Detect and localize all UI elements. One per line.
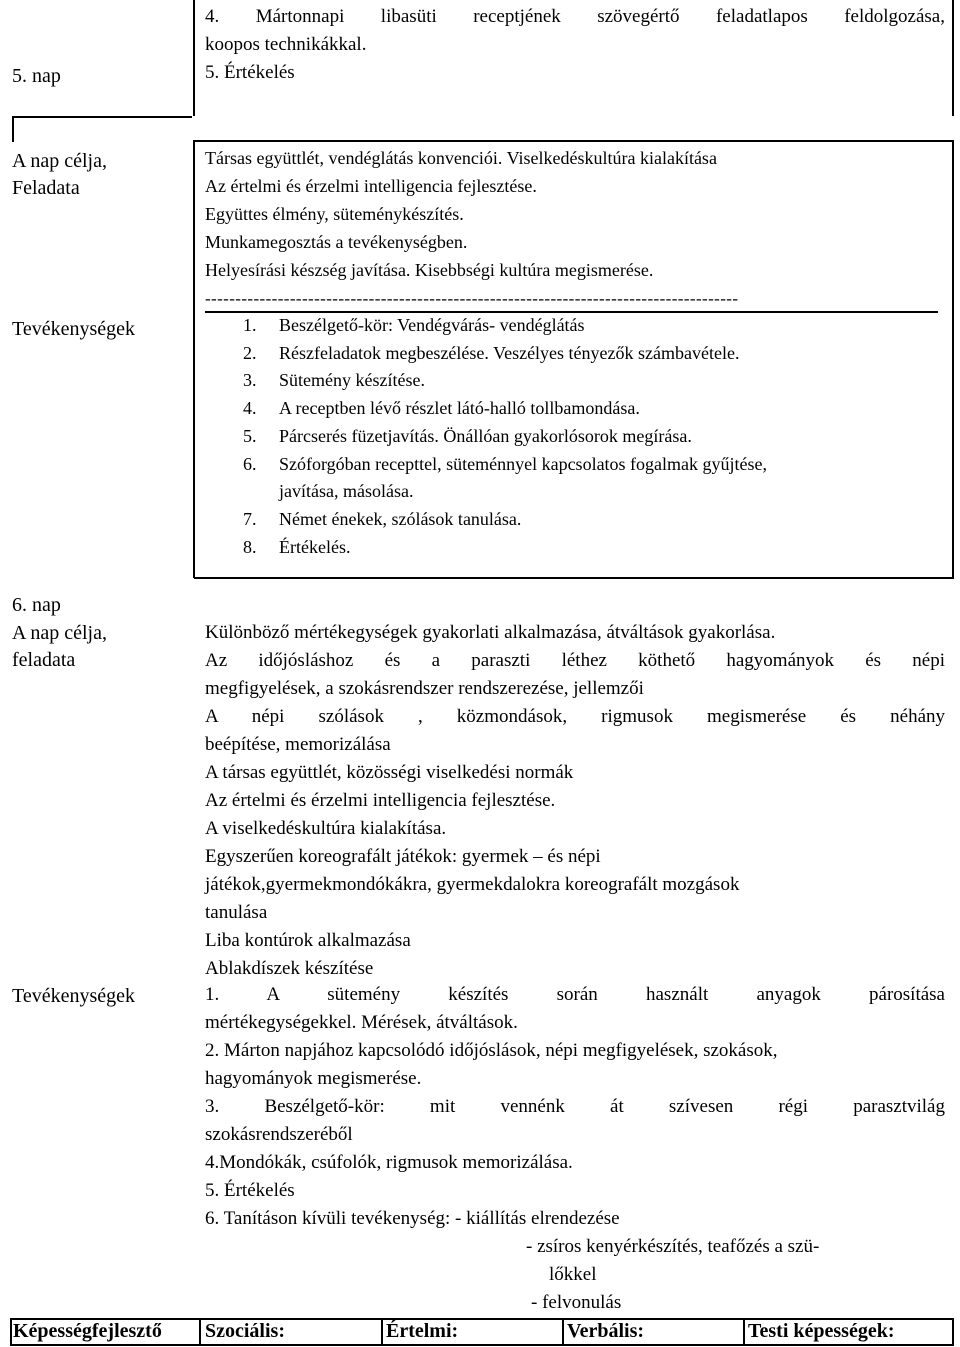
- day6-label: 6. nap: [12, 594, 61, 616]
- day5-goal-label: [12, 148, 107, 202]
- footer-col-social: Szociális:: [205, 1320, 285, 1342]
- day6-goal-line: beépítése, memorizálása: [205, 734, 391, 755]
- footer-border-4: [743, 1318, 745, 1346]
- day6-activity-line: mértékegységekkel. Mérések, átváltások.: [205, 1012, 518, 1033]
- day6-goal-line: játékok,gyermekmondókákra, gyermekdalokra koreografált mozgások: [205, 874, 740, 895]
- day6-goal-line: Az időjósláshoz és a paraszti léthez köthető hagyományok és népi: [205, 650, 945, 671]
- day6-activity-line: 2. Márton napjához kapcsolódó időjóslások, népi megfigyelések, szokások,: [205, 1040, 778, 1061]
- day5-activities-label: Tevékenységek: [12, 318, 135, 340]
- day6-activity-line: 4.Mondókák, csúfolók, rigmusok memorizálása.: [205, 1152, 573, 1173]
- day5-activity-text: A receptben lévő részlet látó-halló tollbamondása.: [279, 398, 640, 419]
- day5-goal-line: Helyesírási készség javítása. Kisebbségi kultúra megismerése.: [205, 260, 654, 280]
- day6-goal-label-line: feladata: [12, 649, 76, 671]
- day6-goal-line: tanulása: [205, 902, 268, 923]
- day6-activity-line: 6. Tanításon kívüli tevékenység: - kiállítás elrendezése: [205, 1208, 620, 1229]
- day5-activity-item: 1. Beszélgető-kör: Vendégvárás- vendéglátás: [243, 315, 585, 335]
- day5-activity-item: 2. Részfeladatok megbeszélése. Veszélyes tényezők számbavétele.: [243, 342, 740, 363]
- day5-box-top: [194, 140, 952, 142]
- right-border-top: [952, 0, 954, 116]
- day5-goal-label-line: A nap célja,: [12, 150, 107, 172]
- day5-goal-line: Munkamegosztás a tevékenységben.: [205, 232, 468, 252]
- day5-activities-list: [205, 312, 767, 561]
- day5-activity-text: Részfeladatok megbeszélése. Veszélyes tényezők számbavétele.: [279, 342, 740, 363]
- day5-activity-item: 3. Sütemény készítése.: [243, 370, 425, 391]
- day5-activity-item: 8. Értékelés.: [243, 536, 351, 557]
- day5-activity-text: Német énekek, szólások tanulása.: [279, 508, 522, 529]
- footer-border-0: [10, 1318, 12, 1346]
- left-col-right-border: [193, 0, 195, 116]
- day6-activity-line: hagyományok megismerése.: [205, 1068, 422, 1089]
- footer-col-verbal: Verbális:: [567, 1320, 645, 1342]
- day5-activity-item: 7. Német énekek, szólások tanulása.: [243, 508, 522, 529]
- day5-activity-item: 4. A receptben lévő részlet látó-halló tollbamondása.: [243, 398, 640, 419]
- day6-goal-label-line: A nap célja,: [12, 622, 107, 644]
- day5-activity-text: Sütemény készítése.: [279, 370, 425, 391]
- day6-goal-line: Különböző mértékegységek gyakorlati alkalmazása, átváltások gyakorlása.: [205, 622, 776, 643]
- day5-box-left: [193, 140, 195, 578]
- day6-goal-label: [12, 620, 107, 674]
- day5-activity-text: javítása, másolása.: [279, 481, 414, 502]
- day5-goal-line: Az értelmi és érzelmi intelligencia fejlesztése.: [205, 176, 537, 196]
- day6-goal-line: Liba kontúrok alkalmazása: [205, 930, 411, 951]
- day5-activity-item: 6. Szóforgóban recepttel, süteménnyel kapcsolatos fogalmak gyűjtése,: [243, 453, 768, 474]
- day6-goal-line: megfigyelések, a szokásrendszer rendszerezése, jellemzői: [205, 678, 644, 699]
- footer-border-1: [199, 1318, 201, 1346]
- day6-activities-label: Tevékenységek: [12, 985, 135, 1007]
- footer-border-5: [952, 1318, 954, 1346]
- day5-goals: [205, 144, 717, 284]
- footer-col-intellectual: Értelmi:: [386, 1320, 459, 1342]
- day5-activity-text: Szóforgóban recepttel, süteménnyel kapcsolatos fogalmak gyűjtése,: [279, 453, 768, 474]
- footer-border-2: [381, 1318, 383, 1346]
- day6-goal-line: A viselkedéskultúra kialakítása.: [205, 818, 447, 839]
- footer-col-physical: Testi képességek:: [748, 1320, 895, 1342]
- day6-activity-line: 1. A sütemény készítés során használt anyagok párosítása: [205, 984, 945, 1005]
- day5-top-line: 5. Értékelés: [205, 62, 295, 83]
- day5-activity-text: Párcserés füzetjavítás. Önállóan gyakorlósorok megírása.: [279, 425, 692, 446]
- day5-box-right: [952, 140, 954, 578]
- day5-left-box-left: [12, 116, 14, 142]
- day6-goal-line: A népi szólások , közmondások, rigmusok megismerése és néhány: [205, 706, 945, 727]
- day5-top-line: 4. Mártonnapi libasüti receptjének szövegértő feladatlapos feldolgozása,: [205, 6, 945, 27]
- day6-goal-line: Egyszerűen koreografált játékok: gyermek – és népi: [205, 846, 601, 867]
- day6-activities: [205, 981, 945, 1317]
- day5-header-underline: [12, 116, 192, 118]
- day6-activity-line: - felvonulás: [531, 1292, 622, 1313]
- day5-goal-line: Együttes élmény, süteménykészítés.: [205, 204, 464, 224]
- day6-goal-line: A társas együttlét, közösségi viselkedési normák: [205, 762, 574, 783]
- day5-goal-line: Társas együttlét, vendéglátás konvenciói. Viselkedéskultúra kialakítása: [205, 148, 717, 168]
- footer-label: Képességfejlesztő: [13, 1320, 162, 1342]
- day5-top-text: [205, 3, 945, 87]
- day6-activity-line: - zsíros kenyérkészítés, teafőzés a szü-: [526, 1236, 820, 1257]
- day6-goals: [205, 619, 945, 983]
- day6-goal-line: Az értelmi és érzelmi intelligencia fejlesztése.: [205, 790, 556, 811]
- day6-activity-line: 3. Beszélgető-kör: mit vennénk át szívesen régi parasztvilág: [205, 1096, 945, 1117]
- day6-activity-line: lőkkel: [549, 1264, 597, 1285]
- footer-border-3: [562, 1318, 564, 1346]
- day6-activity-line: 5. Értékelés: [205, 1180, 295, 1201]
- day6-goal-line: Ablakdíszek készítése: [205, 958, 374, 979]
- day5-box-bottom: [194, 577, 954, 579]
- day5-activity-text: Értékelés.: [279, 536, 351, 557]
- day5-activity-item: [205, 478, 767, 506]
- day6-activity-line: szokásrendszeréből: [205, 1124, 353, 1145]
- day5-activity-text: Beszélgető-kör: Vendégvárás- vendéglátás: [279, 315, 585, 335]
- day5-separator: ----------------------------------------------------------------------------------------: [205, 289, 739, 308]
- day5-top-line: koopos technikákkal.: [205, 34, 367, 55]
- day5-activity-item: 5. Párcserés füzetjavítás. Önállóan gyakorlósorok megírása.: [243, 425, 692, 446]
- day5-label: 5. nap: [12, 65, 61, 87]
- day5-goal-label-line: Feladata: [12, 177, 80, 199]
